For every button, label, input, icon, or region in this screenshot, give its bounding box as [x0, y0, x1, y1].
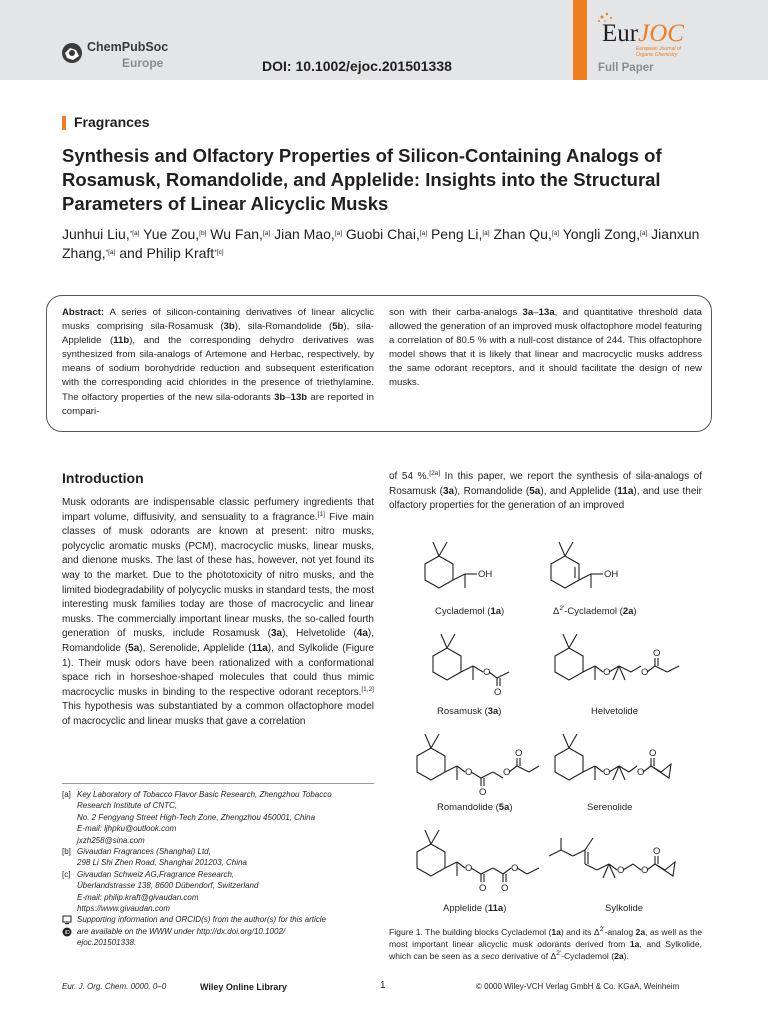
article-title: Synthesis and Olfactory Properties of Silicon-Containing Analogs of Rosamusk, Romandolide, and Applelide: Insights into the Structural Parameters of Linear Alicyclic Musks	[62, 145, 662, 214]
journal-logo[interactable]	[596, 10, 706, 60]
abstract-right-column: son with their carba-analogs 3a–13a, and quantitative threshold data allowed the generation of an improved musk olfactophore model featuring a correlation of 80.5 % with a null-cost distance of 244. This olfactophore model shows that it is likely that linear and macrocyclic musks address the same odorant receptors, and it should facilitate the design of new musks.	[389, 307, 703, 389]
author-affiliation-mark: *[c]	[214, 249, 224, 256]
author-name: Junhui Liu,	[62, 226, 130, 242]
label-romandolide: Romandolide (5a)	[437, 802, 513, 813]
footer-copyright: © 0000 Wiley-VCH Verlag GmbH & Co. KGaA, Weinheim	[476, 982, 680, 991]
author-name: Jianxun Zhang,	[62, 226, 700, 261]
orcid-icon	[62, 927, 72, 937]
figure-caption: Figure 1. The building blocks Cyclademol (1a) and its $\Delta^{2'}$-analog 2a, as well as the most important linear alicyclic musk odorants derived from 1a, and Sylkolide, which can be seen as a seco derivative of $\Delta^{2'}$-Cyclademol (2a).	[389, 926, 702, 961]
publisher-name: ChemPubSoc	[87, 40, 169, 54]
author-affiliation-mark: *[a]	[105, 249, 116, 256]
label-delta-cyclademol: $\Delta^{2'}$-Cyclademol (2a)	[553, 605, 637, 617]
author-name: Yongli Zong,	[562, 226, 641, 242]
oxygen-label: O	[479, 883, 487, 894]
label-cyclademol: Cyclademol (1a)	[435, 606, 505, 617]
introduction-text-right: of 54 %.[2a] In this paper, we report the synthesis of sila-analogs of Rosamusk (3a), Romandolide (5a), and Applelide (11a), and use their olfactory properties for the generation of an improved	[389, 470, 702, 512]
oxygen-label: O	[479, 787, 487, 798]
monitor-icon	[62, 915, 72, 925]
oxygen-label: O	[653, 846, 661, 857]
footer-journal: Eur. J. Org. Chem. 0000, 0–0	[62, 982, 167, 991]
author-name: Wu Fan,	[210, 226, 263, 242]
label-helvetolide: Helvetolide	[591, 706, 638, 717]
author-name: and Philip Kraft	[119, 245, 215, 261]
affiliation-key: [c]	[62, 869, 71, 879]
oxygen-label: O	[501, 883, 509, 894]
affiliation-item	[62, 789, 374, 846]
oxygen-label: O	[465, 863, 473, 874]
oxygen-label: O	[641, 667, 649, 678]
author-name: Jian Mao,	[274, 226, 335, 242]
chempubsoc-logo-icon	[60, 40, 86, 66]
oxygen-label: O	[511, 863, 519, 874]
affiliations	[62, 789, 374, 949]
author-affiliation-mark: [a]	[419, 230, 428, 237]
supporting-info-text: Supporting information and ORCID(s) from the author(s) for this article are available on the WWW under http://dx.doi.org/10.1002/ ejoc.201501338.	[77, 915, 326, 948]
journal-logo-text: EurJOC	[602, 20, 684, 47]
oxygen-label: O	[653, 648, 661, 659]
header-accent-strip	[573, 0, 587, 80]
affiliation-key: [b]	[62, 847, 71, 857]
chemical-structures	[389, 534, 709, 924]
author-affiliation-mark: [a]	[262, 230, 271, 237]
affiliation-text: Givaudan Fragrances (Shanghai) Ltd, 298 Li Shi Zhen Road, Shanghai 201203, China	[77, 847, 247, 868]
abstract-label: Abstract:	[62, 307, 105, 318]
introduction-heading: Introduction	[62, 470, 144, 486]
oh-label: OH	[604, 569, 619, 580]
oxygen-label: O	[494, 687, 502, 698]
oxygen-label: O	[617, 865, 625, 876]
figure-1	[389, 534, 709, 924]
affiliation-text: Givaudan Schweiz AG,Fragrance Research, Überlandstrasse 138, 8600 Dübendorf, Switzerland E-mail: philip.kraft@givaudan.com https://www.givaudan.com	[77, 869, 259, 914]
oxygen-label: O	[637, 767, 645, 778]
author-affiliation-mark: [a]	[482, 230, 490, 237]
oxygen-label: O	[603, 767, 611, 778]
footnote-separator	[62, 783, 374, 784]
oxygen-label: O	[465, 767, 473, 778]
label-rosamusk: Rosamusk (3a)	[437, 706, 502, 717]
oxygen-label: O	[603, 667, 611, 678]
footer-online-library[interactable]: Wiley Online Library	[200, 982, 287, 992]
author-name: Yue Zou,	[143, 226, 200, 242]
page-number: 1	[380, 980, 386, 991]
oxygen-label: O	[515, 748, 523, 759]
author-affiliation-mark: [a]	[640, 230, 648, 237]
author-affiliation-mark: *[a]	[129, 230, 140, 237]
oxygen-label: O	[649, 748, 657, 759]
affiliation-item	[62, 869, 374, 915]
label-sylkolide: Sylkolide	[605, 903, 644, 914]
svg-text:iD: iD	[64, 930, 70, 937]
affiliation-text: Key Laboratory of Tobacco Flavor Basic Research, Zhengzhou Tobacco Research Institute of CNTC, No. 2 Fengyang Street High-Tech Zone, Zhengzhou 450001, China E-mail: ljhpku@outlook.com jxzh258@sina.com	[77, 790, 332, 845]
supporting-info-note[interactable]	[62, 914, 374, 948]
abstract-text-left: A series of silicon-containing derivatives of linear alicyclic musks comprising sila-Rosamusk (3b), sila-Romandolide (5b), sila-Applelide (11b), and the corresponding dehydro derivatives was synthesized from sila-analogs of Artemone and Herbac, respectively, by means of sodium borohydride reduction and subsequent esterification with the corresponding acid chlorides in the presence of triethylamine. The olfactory properties of the new sila-odorants 3b–13b are reported in compari-	[62, 307, 374, 417]
oh-label: OH	[478, 569, 493, 580]
author-list	[62, 225, 702, 263]
author-affiliation-mark: [a]	[334, 230, 343, 237]
author-affiliation-mark: [b]	[199, 230, 207, 237]
paper-type-label: Full Paper	[598, 62, 654, 74]
oxygen-label: O	[483, 667, 491, 678]
publisher-subtitle: Europe	[122, 56, 164, 70]
abstract-left-column	[62, 306, 374, 419]
author-name: Guobi Chai,	[345, 226, 420, 242]
author-name: Zhan Qu,	[493, 226, 552, 242]
affiliation-item	[62, 846, 374, 869]
author-name: Peng Li,	[430, 226, 483, 242]
section-tag: Fragrances	[74, 114, 150, 130]
introduction-text-left: Musk odorants are indispensable classic perfumery ingredients that impart volume, diffusivity, and sensuality to a fragrance.[1] Five main classes of musk odorants are known at present: nitro musks, polycyclic aromatic musks (PCM), macrocyclic musks, linear musks, and dienone musks. The last of these has, however, not yet found its way to the market. Due to the phototoxicity of nitro musks, and the limited biodegradability of polycyclic musks in standard tests, the most interesting musk families today are those of macrocyclic and linear musks. The commercially important linear musks, the so-called fourth generation of musks, include Rosamusk (3a), Helvetolide (4a), Romandolide (5a), Serenolide, Applelide (11a), and Sylkolide (Figure 1). Their musk odors have been rationalized with a conformational space rich in horseshoe-shaped molecules that could thus mimic macrocyclic musks in binding to the respective odorant receptors.[1,2] This hypothesis was substantiated by a common olfactophore model of macrocyclic and linear musks that gave a correlation	[62, 497, 375, 727]
label-serenolide: Serenolide	[587, 802, 633, 813]
author-affiliation-mark: [a]	[551, 230, 560, 237]
affiliation-key: [a]	[62, 790, 71, 799]
label-applelide: Applelide (11a)	[443, 903, 507, 914]
oxygen-label: O	[641, 865, 649, 876]
doi-link[interactable]: DOI: 10.1002/ejoc.201501338	[262, 58, 452, 74]
journal-logo-subtitle: European Journal of Organic Chemistry	[636, 46, 682, 58]
oxygen-label: O	[503, 767, 511, 778]
